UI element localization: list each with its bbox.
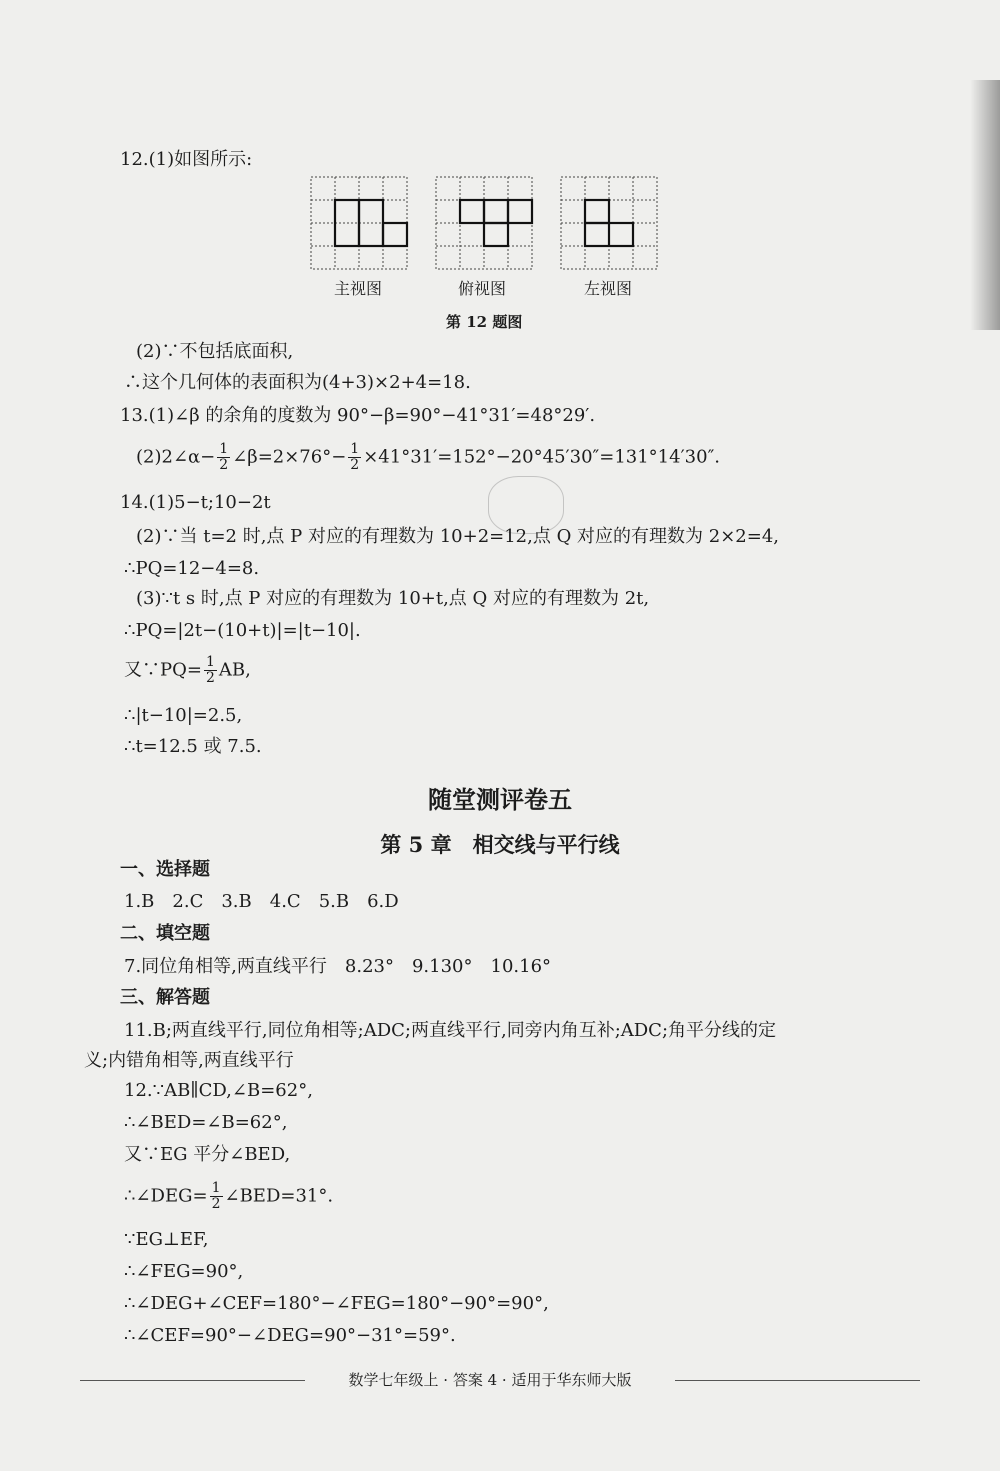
answers-fill: 7.同位角相等,两直线平行 8.23° 9.130° 10.16° (124, 956, 552, 977)
q11-line2: 义;内错角相等,两直线平行 (84, 1050, 294, 1071)
fraction-half: $\frac{1}{2}$ (219, 441, 229, 473)
q12-line5: ∵EG⊥EF, (124, 1229, 209, 1250)
heading-fill: 二、填空题 (120, 923, 210, 944)
top-view-grid (435, 176, 535, 272)
left-view-label: 左视图 (584, 279, 633, 298)
p14-line4: (3)∵t s 时,点 P 对应的有理数为 10+t,点 Q 对应的有理数为 2t, (136, 588, 650, 609)
p14-line8: ∴t=12.5 或 7.5. (124, 736, 262, 757)
fraction-half: $\frac{1}{2}$ (211, 1180, 221, 1212)
p14-line7: ∴|t−10|=2.5, (124, 705, 243, 726)
answers-choice: 1.B 2.C 3.B 4.C 5.B 6.D (124, 891, 399, 912)
q12-line3: 又∵EG 平分∠BED, (124, 1144, 291, 1165)
front-view-grid (310, 176, 410, 272)
chapter-title: 第 5 章 相交线与平行线 (380, 832, 620, 857)
heading-choice: 一、选择题 (120, 859, 210, 880)
q12-line2: ∴∠BED=∠B=62°, (124, 1112, 288, 1133)
fraction-half: $\frac{1}{2}$ (350, 441, 360, 473)
section-title: 随堂测评卷五 (428, 785, 572, 814)
top-view-label: 俯视图 (458, 279, 507, 298)
q12-line7: ∴∠DEG+∠CEF=180°−∠FEG=180°−90°=90°, (124, 1293, 549, 1314)
front-view-label: 主视图 (334, 279, 383, 298)
p13-line2: (2)2∠α− $\frac{1}{2}$ ∠β=2×76°− $\frac{1}{2}$ ×41°31′=152°−20°45′30″=131°14′30″. (136, 441, 721, 473)
fraction-half: $\frac{1}{2}$ (205, 654, 215, 686)
footer-rule-right (675, 1380, 920, 1381)
left-view-grid (560, 176, 660, 272)
page-edge-shadow (970, 80, 1000, 330)
q12-line1: 12.∵AB∥CD,∠B=62°, (124, 1080, 313, 1101)
q12-line4: ∴∠DEG= $\frac{1}{2}$ ∠BED=31°. (124, 1180, 334, 1212)
p12-line3: ∴这个几何体的表面积为(4+3)×2+4=18. (124, 372, 471, 393)
q12-line6: ∴∠FEG=90°, (124, 1261, 244, 1282)
p14-line1: 14.(1)5−t;10−2t (120, 492, 271, 513)
heading-solve: 三、解答题 (120, 987, 210, 1008)
p14-line6: 又∵PQ= $\frac{1}{2}$ AB, (124, 654, 251, 686)
figure-caption: 第 12 题图 (446, 313, 523, 331)
q11-line1: 11.B;两直线平行,同位角相等;ADC;两直线平行,同旁内角互补;ADC;角平分线的定 (124, 1020, 777, 1041)
q12-line8: ∴∠CEF=90°−∠DEG=90°−31°=59°. (124, 1325, 456, 1346)
p12-line2: (2)∵不包括底面积, (136, 341, 294, 362)
footer-rule-left (80, 1380, 305, 1381)
footer-text: 数学七年级上 · 答案 4 · 适用于华东师大版 (348, 1371, 632, 1389)
p13-line1: 13.(1)∠β 的余角的度数为 90°−β=90°−41°31′=48°29′. (120, 405, 596, 426)
p12-head: 12.(1)如图所示: (120, 149, 253, 170)
p14-line3: ∴PQ=12−4=8. (124, 558, 260, 579)
p14-line2: (2)∵当 t=2 时,点 P 对应的有理数为 10+2=12,点 Q 对应的有理数为 2×2=4, (136, 526, 780, 547)
p14-line5: ∴PQ=|2t−(10+t)|=|t−10|. (124, 620, 361, 641)
